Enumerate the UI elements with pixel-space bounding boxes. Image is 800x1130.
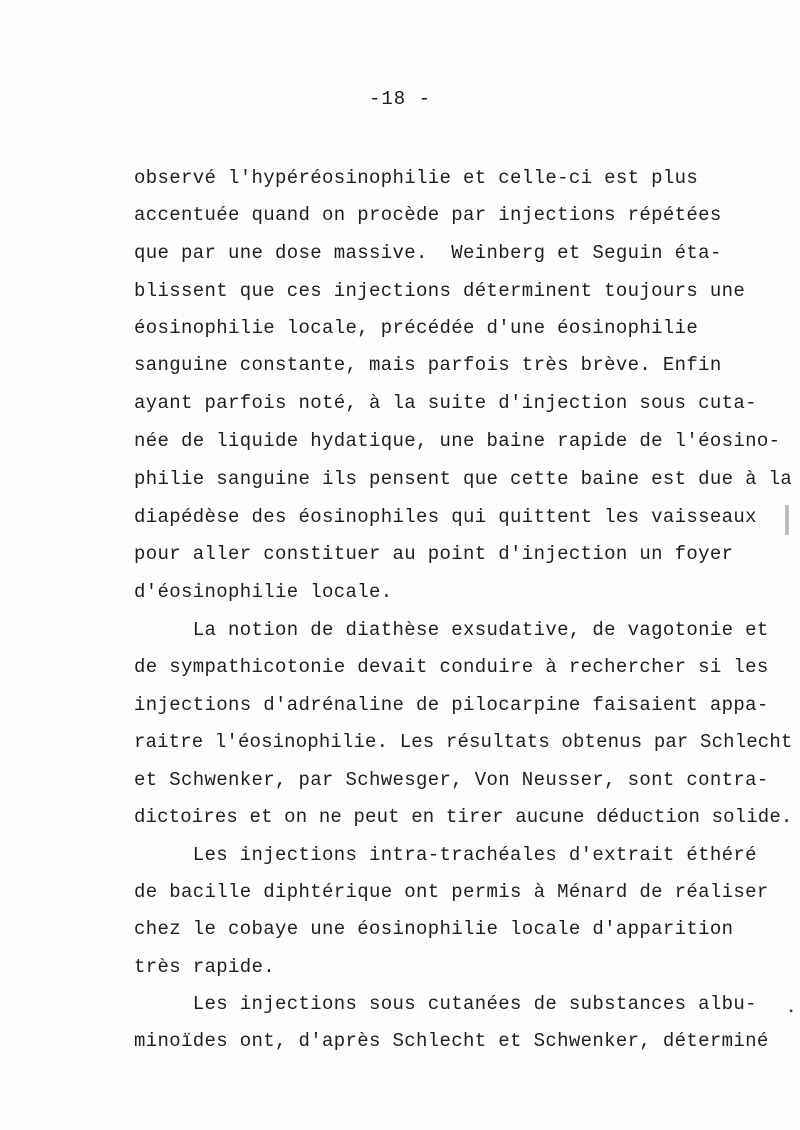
page-number: -18 - [368, 88, 431, 110]
text-line: très rapide. [134, 956, 276, 978]
text-line: de bacille diphtérique ont permis à Ménard de réaliser [134, 881, 769, 903]
text-line: diapédèse des éosinophiles qui quittent les vaisseaux [134, 506, 757, 528]
text-line: La notion de diathèse exsudative, de vagotonie et [134, 619, 769, 641]
text-line: née de liquide hydatique, une baine rapide de l'éosino- [134, 430, 781, 452]
text-line: d'éosinophilie locale. [134, 581, 393, 603]
text-line: Les injections sous cutanées de substances albu- [134, 993, 757, 1015]
text-line: blissent que ces injections déterminent toujours une [134, 280, 746, 302]
text-line: sanguine constante, mais parfois très brève. Enfin [134, 354, 722, 376]
text-line: Les injections intra-trachéales d'extrait éthéré [134, 844, 757, 866]
text-line: chez le cobaye une éosinophilie locale d'apparition [134, 918, 734, 940]
text-line: raitre l'éosinophilie. Les résultats obtenus par Schlecht [134, 731, 793, 753]
text-line: philie sanguine ils pensent que cette baine est due à la [134, 468, 793, 490]
text-line: éosinophilie locale, précédée d'une éosinophilie [134, 317, 699, 339]
text-line: accentuée quand on procède par injections répétées [134, 204, 722, 226]
text-line: que par une dose massive. Weinberg et Seguin éta- [134, 242, 722, 264]
text-line: de sympathicotonie devait conduire à rechercher si les [134, 656, 769, 678]
text-line: observé l'hypéréosinophilie et celle-ci est plus [134, 167, 699, 189]
scan-edge-mark [785, 505, 789, 535]
text-line: pour aller constituer au point d'injection un foyer [134, 543, 734, 565]
text-line: dictoires et on ne peut en tirer aucune déduction solide. [134, 806, 793, 828]
text-line: injections d'adrénaline de pilocarpine faisaient appa- [134, 694, 769, 716]
text-line: ayant parfois noté, à la suite d'injection sous cuta- [134, 392, 757, 414]
text-line: minoïdes ont, d'après Schlecht et Schwenker, déterminé [134, 1030, 769, 1052]
text-line: et Schwenker, par Schwesger, Von Neusser, sont contra- [134, 769, 769, 791]
scan-speck: ▪ [788, 1007, 795, 1018]
